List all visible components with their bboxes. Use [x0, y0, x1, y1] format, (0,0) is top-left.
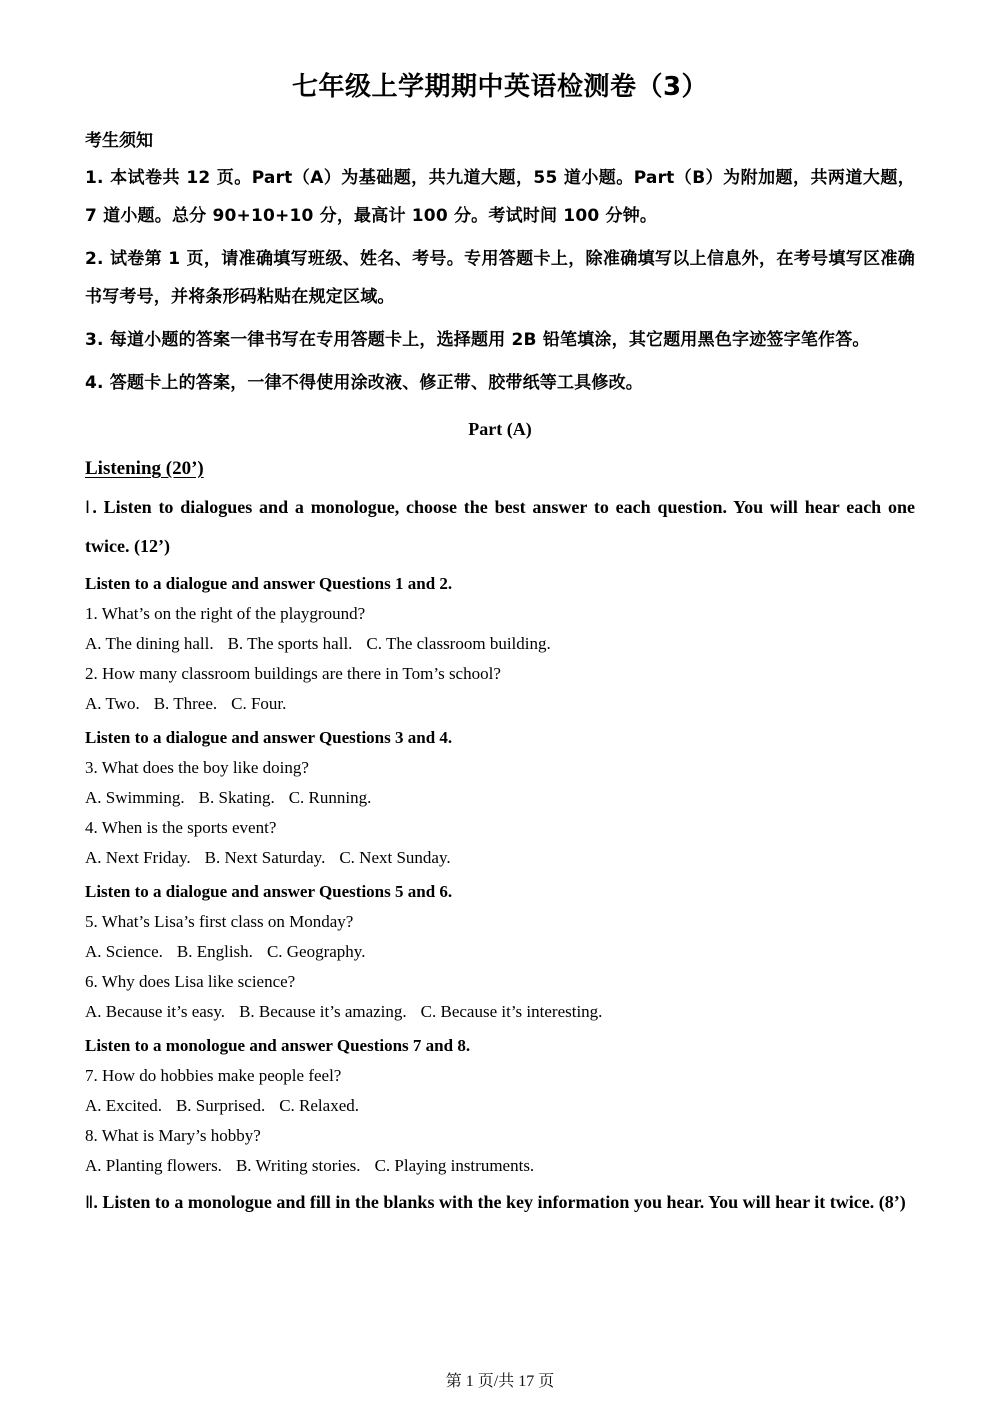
- question-options-7: [85, 1091, 915, 1121]
- roman-numeral-one: Ⅰ: [85, 498, 93, 518]
- question-stem-4: 4. When is the sports event?: [85, 818, 277, 837]
- option-a[interactable]: A. Swimming.: [85, 788, 185, 807]
- question-stem-5: 5. What’s Lisa’s first class on Monday?: [85, 912, 354, 931]
- group-title-2: Listen to a dialogue and answer Questions 3 and 4.: [85, 728, 453, 747]
- question-options-3: [85, 783, 915, 813]
- question-options-2: [85, 689, 915, 719]
- question-stem-2: 2. How many classroom buildings are there in Tom’s school?: [85, 664, 501, 683]
- direction-one: [85, 488, 915, 565]
- direction-two: [85, 1183, 915, 1222]
- option-c[interactable]: C. Because it’s interesting.: [420, 1002, 603, 1021]
- listening-section-heading: [85, 452, 915, 486]
- question-stem-1: 1. What’s on the right of the playground?: [85, 604, 366, 623]
- question-options-5: [85, 937, 915, 967]
- question-stem-3: 3. What does the boy like doing?: [85, 758, 309, 777]
- page-title: 七年级上学期期中英语检测卷（3）: [291, 72, 709, 102]
- option-b[interactable]: B. Skating.: [198, 788, 275, 807]
- notice-item-4: 4. 答题卡上的答案，一律不得使用涂改液、修正带、胶带纸等工具修改。: [85, 373, 644, 393]
- roman-numeral-two: Ⅱ: [85, 1193, 94, 1213]
- option-b[interactable]: B. Writing stories.: [235, 1156, 361, 1175]
- option-c[interactable]: C. Four.: [231, 694, 287, 713]
- notice-item-3: 3. 每道小题的答案一律书写在专用答题卡上，选择题用 2B 铅笔填涂，其它题用黑色字迹签字笔作答。: [85, 330, 870, 350]
- question-options-8: [85, 1151, 915, 1181]
- option-a[interactable]: A. The dining hall.: [85, 634, 214, 653]
- question-options-6: [85, 997, 915, 1027]
- option-a[interactable]: A. Planting flowers.: [85, 1156, 222, 1175]
- option-b[interactable]: B. Surprised.: [175, 1096, 266, 1115]
- option-c[interactable]: C. Playing instruments.: [374, 1156, 535, 1175]
- question-stem-6: 6. Why does Lisa like science?: [85, 972, 296, 991]
- question-stem-7: 7. How do hobbies make people feel?: [85, 1066, 342, 1085]
- direction-two-text: . Listen to a monologue and fill in the blanks with the key information you hear. You will hear it twice. (8’): [93, 1192, 906, 1212]
- direction-one-text: . Listen to dialogues and a monologue, choose the best answer to each question. You will hear each one twice. (12’): [85, 497, 915, 556]
- option-b[interactable]: B. Because it’s amazing.: [239, 1002, 407, 1021]
- group-title-3: Listen to a dialogue and answer Questions 5 and 6.: [85, 882, 453, 901]
- option-a[interactable]: A. Two.: [85, 694, 140, 713]
- option-b[interactable]: B. Three.: [153, 694, 218, 713]
- part-a-heading: Part (A): [468, 419, 532, 439]
- option-c[interactable]: C. Running.: [288, 788, 372, 807]
- option-a[interactable]: A. Next Friday.: [85, 848, 191, 867]
- page-footer: 第 1 页/共 17 页: [445, 1373, 555, 1390]
- notice-item-1: 1. 本试卷共 12 页。Part（A）为基础题，共九道大题，55 道小题。Part（B）为附加题，共两道大题，7 道小题。总分 90+10+10 分，最高计 100 分。考试时间 100 分钟。: [85, 168, 915, 226]
- option-b[interactable]: B. Next Saturday.: [204, 848, 326, 867]
- group-title-1: Listen to a dialogue and answer Questions 1 and 2.: [85, 574, 453, 593]
- notice-item-2: 2. 试卷第 1 页，请准确填写班级、姓名、考号。专用答题卡上，除准确填写以上信息外，在考号填写区准确书写考号，并将条形码粘贴在规定区域。: [85, 249, 915, 307]
- option-a[interactable]: A. Because it’s easy.: [85, 1002, 226, 1021]
- question-options-4: [85, 843, 915, 873]
- notice-heading: 考生须知: [85, 131, 153, 151]
- option-b[interactable]: B. The sports hall.: [227, 634, 353, 653]
- option-a[interactable]: A. Science.: [85, 942, 163, 961]
- option-c[interactable]: C. Geography.: [266, 942, 366, 961]
- option-b[interactable]: B. English.: [176, 942, 253, 961]
- listening-section-label: Listening (20’): [85, 458, 204, 479]
- option-c[interactable]: C. Next Sunday.: [339, 848, 451, 867]
- group-title-4: Listen to a monologue and answer Questions 7 and 8.: [85, 1036, 471, 1055]
- question-stem-8: 8. What is Mary’s hobby?: [85, 1126, 261, 1145]
- option-a[interactable]: A. Excited.: [85, 1096, 162, 1115]
- option-c[interactable]: C. The classroom building.: [366, 634, 551, 653]
- option-c[interactable]: C. Relaxed.: [279, 1096, 359, 1115]
- question-options-1: [85, 629, 915, 659]
